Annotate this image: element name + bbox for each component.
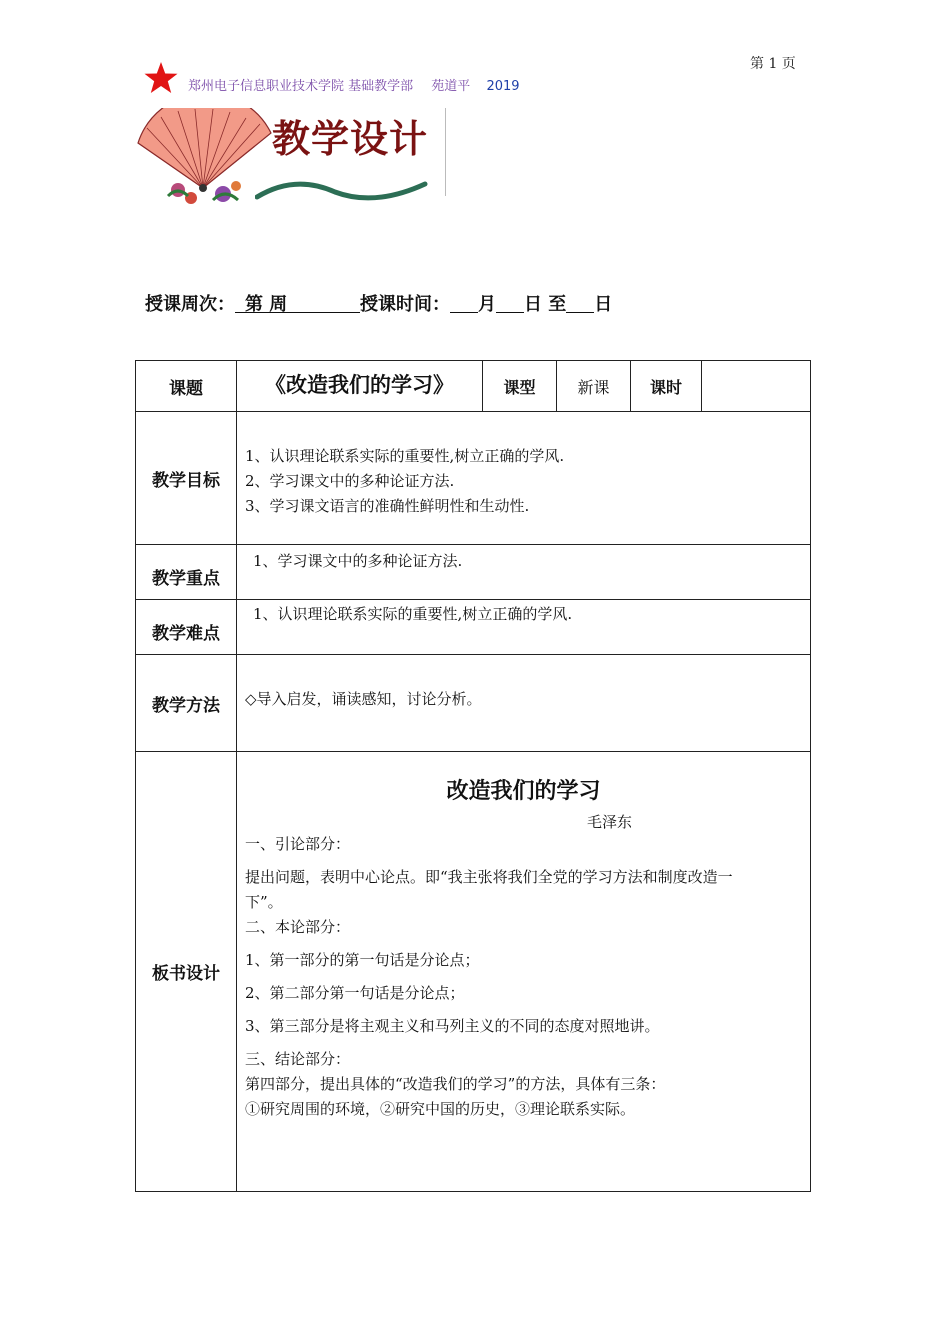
board-text: 3、第三部分是将主观主义和马列主义的不同的态度对照地讲。 (245, 1017, 660, 1035)
board-text: 1、第一部分的第一句话是分论点； (245, 951, 480, 969)
difficulty-content (237, 600, 810, 654)
method-item: ◇导入启发，诵读感知，讨论分析。 (245, 690, 482, 708)
board-section-1: 一、引论部分： (245, 835, 351, 853)
difficulty-item: 1、认识理论联系实际的重要性,树立正确的学风. (253, 605, 573, 623)
board-text: 提出问题，表明中心论点。即“我主张将我们全党的学习方法和制度改造一 (245, 868, 733, 886)
board-title: 改造我们的学习 (446, 779, 601, 804)
board-section-3: 三、结论部分： (245, 1050, 351, 1068)
board-author: 毛泽东 (586, 813, 632, 831)
red-star-icon (143, 60, 179, 96)
board-section-2: 二、本论部分： (245, 918, 351, 936)
board-text: ①研究周围的环境，②研究中国的历史，③理论联系实际。 (245, 1100, 636, 1118)
folding-fan-icon (133, 108, 273, 208)
time-label: 授课时间： (360, 294, 450, 315)
board-row (136, 751, 810, 1191)
week-label: 授课周次： (145, 294, 235, 315)
goals-label: 教学目标 (136, 412, 237, 544)
type-label: 课型 (483, 361, 557, 411)
hours-value[interactable] (702, 361, 810, 411)
focus-content (237, 545, 810, 599)
difficulty-label: 教学难点 (136, 600, 237, 654)
method-label: 教学方法 (136, 655, 237, 751)
goal-item: 1、认识理论联系实际的重要性,树立正确的学风. (245, 447, 565, 465)
focus-item: 1、学习课文中的多种论证方法. (253, 552, 463, 570)
board-text: 第四部分，提出具体的“改造我们的学习”的方法，具体有三条： (245, 1075, 666, 1093)
day-label: 日 (524, 294, 542, 315)
lesson-plan-table (135, 360, 811, 1192)
month-field[interactable] (450, 290, 478, 313)
topic-label: 课题 (136, 361, 237, 411)
board-text: 2、第二部分第一句话是分论点； (245, 984, 465, 1002)
difficulty-row (136, 599, 810, 654)
focus-label: 教学重点 (136, 545, 237, 599)
goals-content (237, 412, 810, 544)
goals-row (136, 411, 810, 544)
header-institution-line (188, 75, 520, 94)
board-text: 下”。 (245, 893, 283, 911)
goal-item: 3、学习课文语言的准确性鲜明性和生动性. (245, 497, 530, 515)
header-year: 2019 (486, 79, 520, 94)
type-value: 新课 (557, 361, 631, 411)
day-end-label: 日 (594, 294, 613, 315)
to-label: 至 (548, 294, 567, 315)
day-field[interactable] (496, 290, 524, 313)
green-wave-icon (255, 172, 430, 207)
method-row (136, 654, 810, 751)
topic-value: 《改造我们的学习》 (237, 361, 483, 411)
author-name: 苑道平 (431, 79, 471, 94)
week-field[interactable] (235, 290, 360, 313)
method-content (237, 655, 810, 751)
hours-label: 课时 (631, 361, 702, 411)
banner-title: 教学设计 (272, 117, 429, 161)
header-divider (445, 108, 446, 196)
week-value: 第 周 (245, 294, 288, 315)
goal-item: 2、学习课文中的多种论证方法. (245, 472, 455, 490)
focus-row (136, 544, 810, 599)
schedule-line (145, 290, 612, 316)
day-end-field[interactable] (566, 290, 594, 313)
topic-row (136, 361, 810, 411)
board-content (237, 752, 810, 1191)
board-label: 板书设计 (136, 752, 237, 1191)
institution-name: 郑州电子信息职业技术学院 基础教学部 (188, 79, 414, 94)
month-label: 月 (478, 294, 496, 315)
page-number: 第 1 页 (750, 56, 796, 72)
